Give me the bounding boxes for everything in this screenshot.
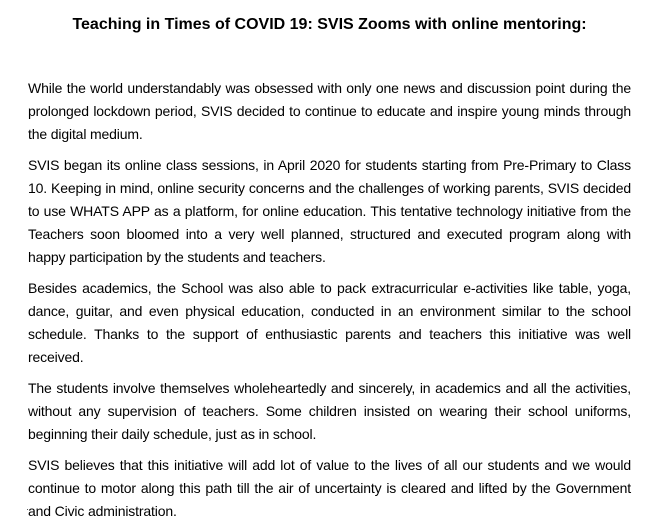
paragraph-student-involvement: The students involve themselves wholeheartedly and sincerely, in academics and all the activities, without any supervision of teachers. Some children insisted on wearing their school uniforms, beginning their daily schedule, just as in school. xyxy=(28,380,631,442)
paragraph-intro: While the world understandably was obsessed with only one news and discussion point during the prolonged lockdown period, SVIS decided to continue to educate and inspire young minds through the digital medium. xyxy=(28,80,631,142)
paragraph-extracurricular: Besides academics, the School was also able to pack extracurricular e-activities like table, yoga, dance, guitar, and even physical education, conducted in an environment similar to the school schedule. Thanks to the support of enthusiastic parents and teachers this initiative was well received. xyxy=(28,280,631,365)
page-mark xyxy=(27,509,28,510)
paragraph-online-classes: SVIS began its online class sessions, in April 2020 for students starting from Pre-Primary to Class 10. Keeping in mind, online security concerns and the challenges of working parents, SVIS decided to use WHATS APP as a platform, for online education. This tentative technology initiative from the Teachers soon bloomed into a very well planned, structured and executed program along with happy participation by the students and teachers. xyxy=(28,157,631,265)
paragraph-conclusion: SVIS believes that this initiative will add lot of value to the lives of all our students and we would continue to motor along this path till the air of uncertainty is cleared and lifted by the Government and Civic administration. xyxy=(28,457,631,519)
document-body xyxy=(28,77,631,523)
document-title: Teaching in Times of COVID 19: SVIS Zooms with online mentoring: xyxy=(72,16,587,33)
